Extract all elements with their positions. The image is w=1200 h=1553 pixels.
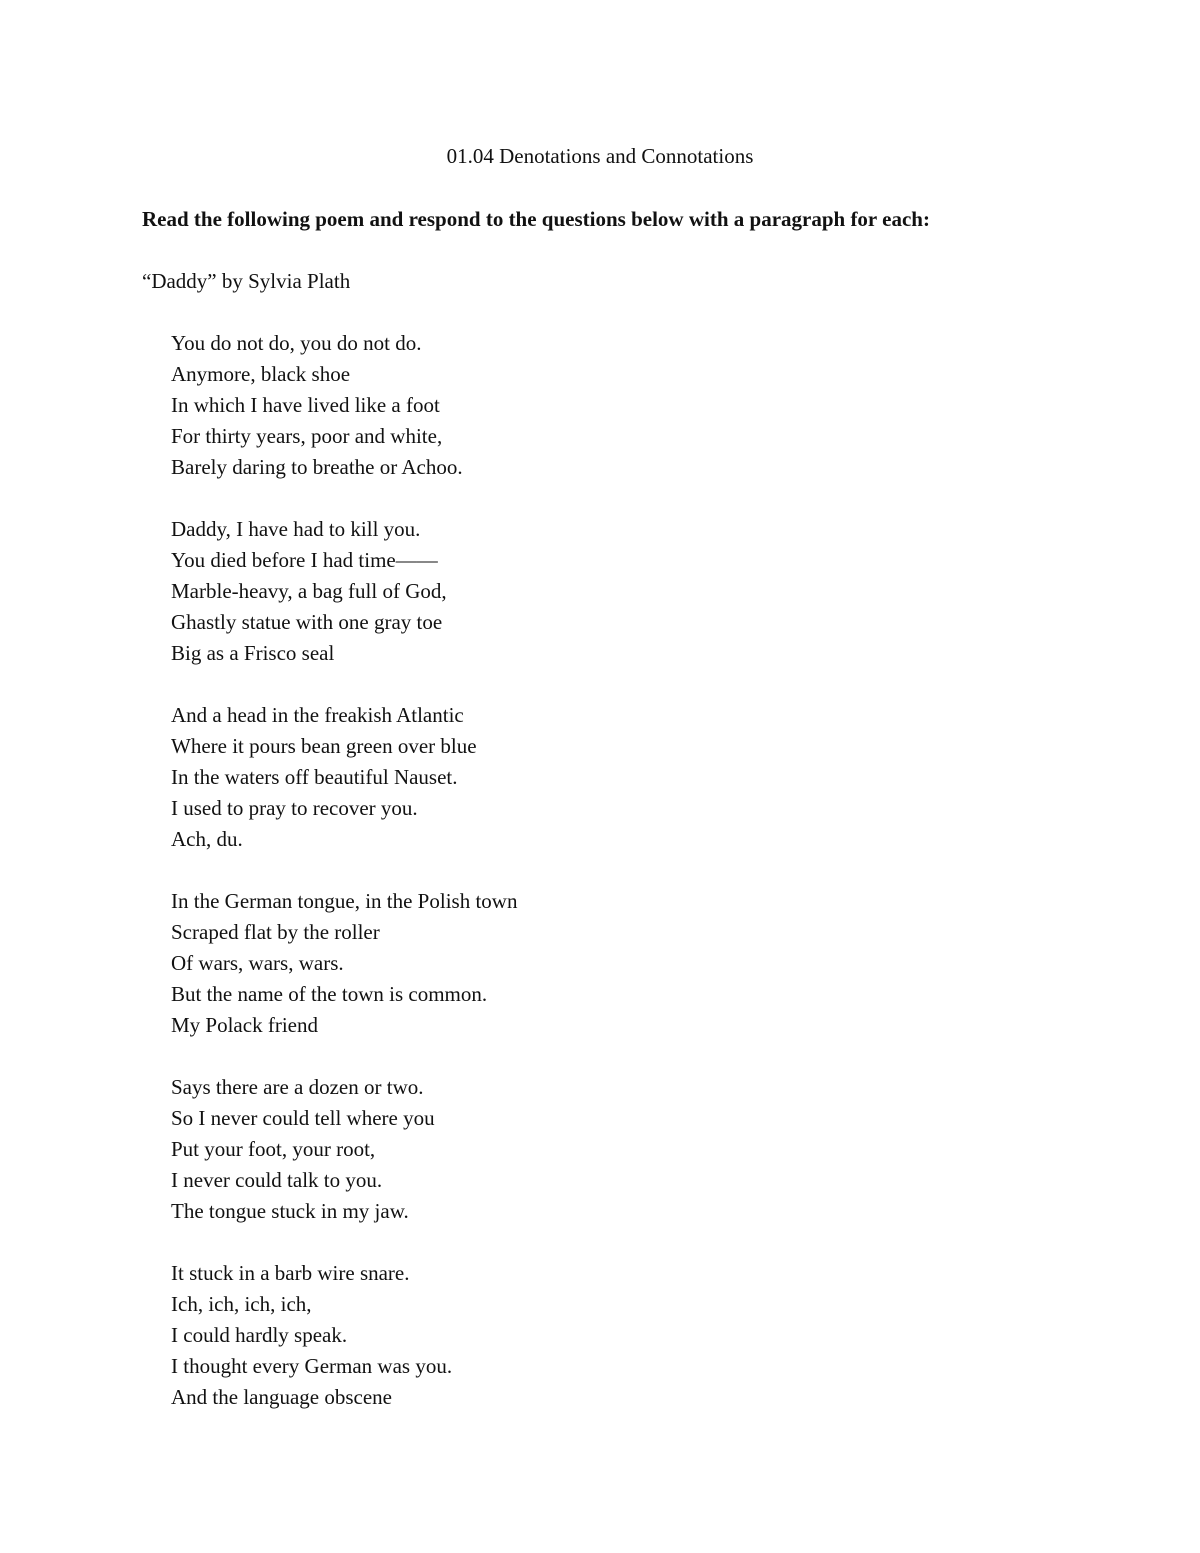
poem-line: Ghastly statue with one gray toe (171, 610, 443, 634)
poem-line: And a head in the freakish Atlantic (171, 703, 464, 727)
poem-stanza-1 (171, 328, 463, 483)
poem-line: And the language obscene (171, 1385, 393, 1409)
poem-line: In the German tongue, in the Polish town (171, 889, 518, 913)
poem-line: Ich, ich, ich, ich, (171, 1292, 312, 1316)
poem-line: My Polack friend (171, 1013, 318, 1037)
poem-heading: “Daddy” by Sylvia Plath (142, 269, 351, 293)
poem-line: Ach, du. (171, 827, 243, 851)
poem-line: I thought every German was you. (171, 1354, 453, 1378)
poem-line: Says there are a dozen or two. (171, 1075, 424, 1099)
poem-stanza-3 (171, 700, 477, 855)
page-title: 01.04 Denotations and Connotations (446, 144, 754, 168)
poem-line: Big as a Frisco seal (171, 641, 335, 665)
poem-line: Daddy, I have had to kill you. (171, 517, 421, 541)
poem-stanza-2 (171, 514, 447, 669)
poem-line: Scraped flat by the roller (171, 920, 380, 944)
poem-line: So I never could tell where you (171, 1106, 435, 1130)
poem-stanza-6 (171, 1258, 452, 1413)
instructions: Read the following poem and respond to the questions below with a paragraph for each: (142, 207, 930, 231)
poem-line: Where it pours bean green over blue (171, 734, 477, 758)
poem-line: For thirty years, poor and white, (171, 424, 443, 448)
poem-line: I used to pray to recover you. (171, 796, 418, 820)
poem-line: You died before I had time—— (171, 548, 438, 572)
poem-line: Put your foot, your root, (171, 1137, 376, 1161)
poem-line: You do not do, you do not do. (171, 331, 422, 355)
poem-line: Marble-heavy, a bag full of God, (171, 579, 447, 603)
poem-line: In the waters off beautiful Nauset. (171, 765, 458, 789)
poem-stanza-4 (171, 886, 517, 1041)
poem-line: I never could talk to you. (171, 1168, 383, 1192)
poem-line: The tongue stuck in my jaw. (171, 1199, 409, 1223)
poem-line: Of wars, wars, wars. (171, 951, 344, 975)
poem-line: It stuck in a barb wire snare. (171, 1261, 410, 1285)
poem-line: Anymore, black shoe (171, 362, 351, 386)
poem-line: In which I have lived like a foot (171, 393, 440, 417)
poem-line: Barely daring to breathe or Achoo. (171, 455, 463, 479)
poem-stanza-5 (171, 1072, 435, 1227)
poem-line: But the name of the town is common. (171, 982, 488, 1006)
poem-line: I could hardly speak. (171, 1323, 348, 1347)
